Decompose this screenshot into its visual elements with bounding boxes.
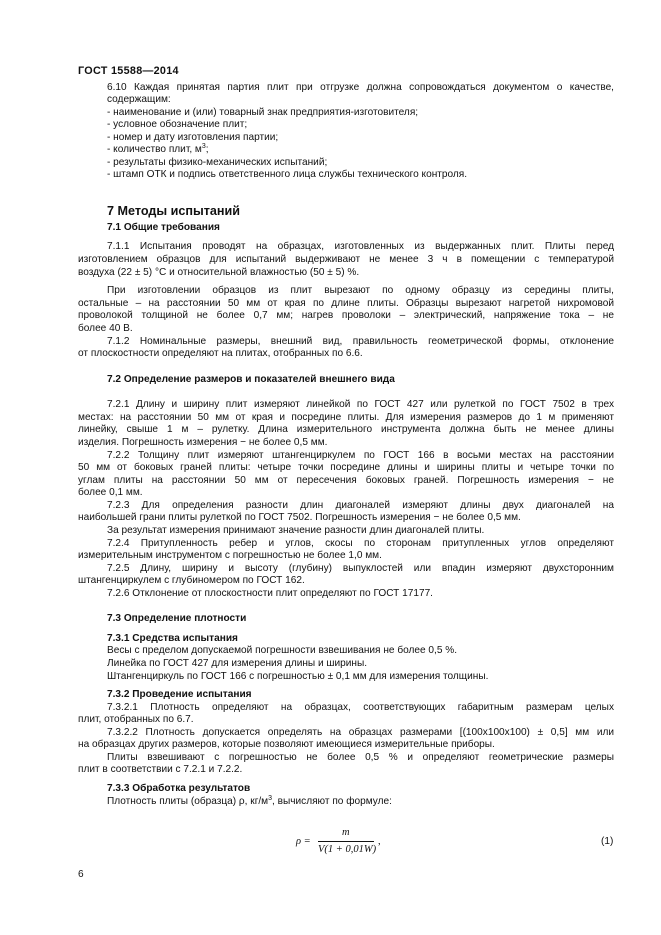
text-line — [107, 241, 614, 254]
text-line — [107, 107, 418, 119]
text-line — [107, 645, 457, 657]
text-line — [78, 575, 305, 587]
line-text: углам плиты на расстоянии 50 мм от пересечения боковых граней. Погрешность измерения − не — [78, 475, 614, 486]
superscript: 3 — [268, 795, 273, 802]
text-line — [107, 82, 614, 95]
superscript: 3 — [201, 143, 206, 150]
line-text: Штангенциркуль по ГОСТ 166 с погрешностью ± 0,1 мм для измерения толщины. — [107, 671, 489, 682]
text-line — [107, 588, 433, 600]
line-text: проволокой толщиной не более 0,7 мм; нагрев проволоки – электрический, напряжение тока – не — [78, 310, 614, 321]
formula-lhs: ρ = — [296, 836, 311, 847]
line-text: 7.1.1 Испытания проводят на образцах, изготовленных из выдержанных плит. Плиты перед — [107, 241, 614, 252]
line-text: измерительным инструментом с погрешностью не более 1,0 мм. — [78, 550, 382, 561]
formula-numerator: m — [342, 827, 350, 838]
document-header: ГОСТ 15588—2014 — [78, 65, 179, 77]
line-text-tail: , вычисляют по формуле: — [272, 796, 392, 807]
line-text: - штамп ОТК и подпись ответственного лица службы технического контроля. — [107, 169, 468, 180]
line-text: Линейка по ГОСТ 427 для измерения длины и ширины. — [107, 658, 368, 669]
text-line — [107, 525, 484, 537]
formula-comma: , — [378, 836, 381, 847]
fraction-bar — [318, 841, 374, 842]
line-text: 7.3 Определение плотности — [107, 613, 247, 624]
text-line — [78, 764, 242, 776]
line-text: изделия. Погрешность измерения − не более 0,5 мм. — [78, 437, 328, 448]
line-text: штангенциркулем с глубиномером по ГОСТ 162. — [78, 575, 305, 586]
line-text: остальные – на расстоянии 50 мм от края по длине плиты. Образцы вырезают нагретой нихромовой — [78, 298, 614, 309]
line-text: 7.2 Определение размеров и показателей внешнего вида — [107, 374, 395, 385]
line-text: Плотность плиты (образца) ρ, кг/м — [107, 796, 269, 807]
line-text: 50 мм от боковых граней плиты: четыре точки посредине длины и ширины плиты и четыре точки по — [78, 462, 614, 473]
text-line — [107, 169, 467, 181]
subsection-heading — [107, 633, 238, 645]
line-text: воздуха (22 ± 5) °С и относительной влажностью (50 ± 5) %. — [78, 267, 360, 278]
text-line — [78, 550, 382, 562]
text-line — [107, 671, 488, 683]
text-line — [78, 310, 614, 323]
subsection-heading — [107, 222, 220, 234]
line-text: от плоскостности определяют на плитах, отобранных по 6.6. — [78, 348, 363, 359]
line-text: плит, отобранных по 6.7. — [78, 714, 194, 725]
line-text: 7.3.2 Проведение испытания — [107, 689, 252, 700]
line-text: более 0,1 мм. — [78, 487, 143, 498]
text-line — [78, 739, 495, 751]
line-text: Весы с пределом допускаемой погрешности взвешивания не более 0,5 %. — [107, 645, 458, 656]
page-number: 6 — [78, 869, 84, 880]
text-line — [107, 796, 392, 808]
line-text: на образцах других размеров, которые позволяют имеющиеся измерительные приборы. — [78, 739, 495, 750]
formula-denominator: V(1 + 0,01W) — [318, 844, 377, 855]
subsection-heading — [107, 374, 395, 386]
line-text: За результат измерения принимают значение разности длин диагоналей плиты. — [107, 525, 485, 536]
line-text: линейку, свыше 1 м – рулетку. Длина измерительного инструмента должна быть не менее длины — [78, 424, 614, 435]
line-text: 7.3.2.2 Плотность допускается определять на образцах размерами [(100х100х100) ± 0,5] мм или — [107, 727, 614, 738]
line-text: Плиты взвешивают с погрешностью не более 0,5 % и определяют геометрические размеры — [107, 752, 614, 763]
text-line — [78, 424, 614, 437]
text-line — [78, 437, 327, 449]
line-text: изготовлением образцов для испытаний выдерживают не менее 3 ч в помещении с температурой — [78, 254, 614, 265]
line-text: 7.1.2 Номинальные размеры, внешний вид, правильность геометрической формы, отклонение — [107, 336, 614, 347]
line-text: 7.2.6 Отклонение от плоскостности плит определяют по ГОСТ 17177. — [107, 588, 433, 599]
text-line — [78, 714, 194, 726]
line-text: - количество плит, м — [107, 144, 202, 155]
line-text: местах: на расстоянии 50 мм от края и посредине плиты. Для измерения размеров до 1 м применяют — [78, 412, 614, 423]
line-text: 7.2.5 Длину, ширину и высоту (глубину) выпуклостей или впадин измеряют двухсторонним — [107, 563, 614, 574]
line-text: При изготовлении образцов из плит вырезают по одному образцу из середины плиты, — [107, 285, 614, 296]
line-text: 7.2.4 Притупленность ребер и углов, скосы по сторонам притупленных углов определяют — [107, 538, 614, 549]
line-text: содержащим: — [107, 94, 171, 105]
line-text: - номер и дату изготовления партии; — [107, 132, 279, 143]
line-text: 7.3.1 Средства испытания — [107, 633, 238, 644]
text-line — [78, 348, 363, 360]
line-text-tail: ; — [205, 144, 209, 155]
line-text: наибольшей грани плиты рулеткой по ГОСТ 7502. Погрешность измерения − не более 0,5 мм. — [78, 512, 521, 523]
text-line — [78, 267, 359, 279]
text-line — [107, 119, 247, 131]
text-line — [107, 132, 278, 144]
line-text: 7.2.1 Длину и ширину плит измеряют линейкой по ГОСТ 427 или рулеткой по ГОСТ 7502 в трех — [107, 399, 614, 410]
text-line — [78, 487, 143, 499]
subsection-heading — [107, 783, 250, 795]
text-line — [107, 157, 327, 169]
line-text: 7.3.2.1 Плотность определяют на образцах, соответствующих габаритным размерам целых — [107, 702, 614, 713]
line-text: 7.2.3 Для определения разности длин диагоналей измеряют длины двух диагоналей на — [107, 500, 614, 511]
line-text: 7.3.3 Обработка результатов — [107, 783, 251, 794]
section-title: 7 Методы испытаний — [107, 204, 240, 218]
text-line — [107, 285, 614, 298]
equation-number: (1) — [601, 836, 614, 847]
text-line — [78, 462, 614, 475]
text-line — [107, 94, 171, 106]
line-text: - условное обозначение плит; — [107, 119, 248, 130]
text-line — [107, 144, 209, 156]
density-formula — [296, 826, 416, 862]
line-text: плит в соответствии с 7.2.1 и 7.2.2. — [78, 764, 243, 775]
line-text: - наименование и (или) товарный знак предприятия-изготовителя; — [107, 107, 419, 118]
text-line — [78, 475, 614, 488]
text-line — [107, 399, 614, 412]
line-text: 6.10 Каждая принятая партия плит при отгрузке должна сопровождаться документом о качестве, — [107, 82, 614, 93]
line-text: более 40 В. — [78, 323, 133, 334]
line-text: - результаты физико-механических испытаний; — [107, 157, 328, 168]
subsection-heading — [107, 613, 246, 625]
text-line — [78, 254, 614, 267]
line-text: 7.1 Общие требования — [107, 222, 220, 233]
text-line — [78, 323, 133, 335]
subsection-heading — [107, 689, 252, 701]
text-line — [78, 512, 521, 524]
line-text: 7.2.2 Толщину плит измеряют штангенциркулем по ГОСТ 166 в восьми местах на расстоянии — [107, 450, 614, 461]
text-line — [107, 658, 367, 670]
